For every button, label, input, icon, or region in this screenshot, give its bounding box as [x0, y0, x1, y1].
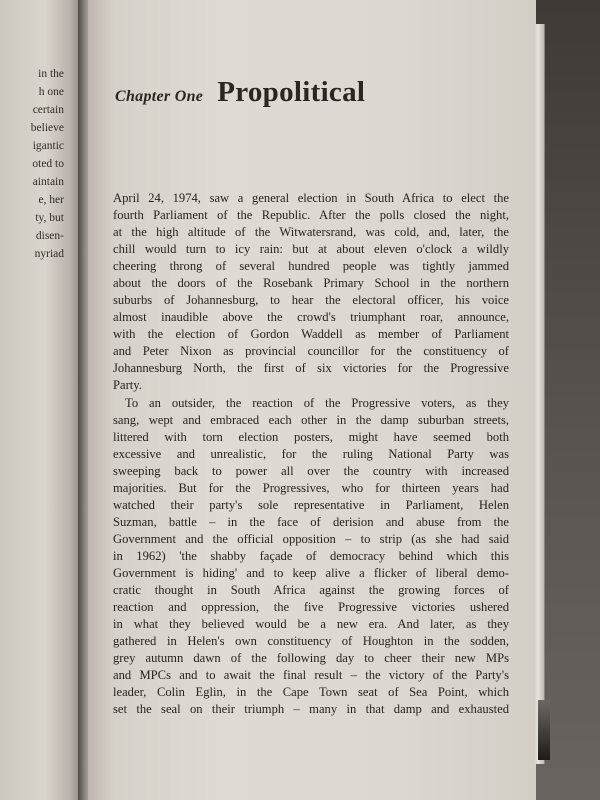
text-line: suburbs of Johannesburg, to hear the electoral officer, his voice — [113, 293, 509, 307]
page-edge — [534, 24, 545, 764]
text-line: at the high altitude of the Witwatersrand, was cold, and, later, the — [113, 225, 509, 239]
paragraph-1 — [113, 190, 509, 394]
text-line: majorities. But for the Progressives, who for thirteen years had — [113, 481, 509, 495]
chapter-label: Chapter One — [115, 88, 204, 105]
left-page-line: aintain — [32, 176, 64, 188]
text-line: chill would turn to icy rain: but at about eleven o'clock a wildly — [113, 242, 509, 256]
chapter-title: Propolitical — [217, 76, 366, 108]
text-line: Party. — [113, 378, 142, 392]
text-line: grey autumn dawn of the following day to cheer their new MPs — [113, 651, 509, 665]
text-line: and MPCs and to await the final result – the victory of the Party's — [113, 668, 509, 682]
text-line: Government and the official opposition – to strip (as she had said — [113, 532, 509, 546]
text-line: cheering throng of several hundred people was tightly jammed — [113, 259, 509, 273]
text-line: watched their party's sole representative in Parliament, Helen — [113, 498, 509, 512]
text-line: fourth Parliament of the Republic. After the polls closed the night, — [113, 208, 509, 222]
left-page-line: nyriad — [34, 248, 64, 260]
left-page-line: e, her — [38, 194, 64, 206]
left-page-line: h one — [38, 86, 64, 98]
text-line: Suzman, battle – in the face of derision and abuse from the — [113, 515, 509, 529]
text-line: excessive and unrealistic, for the ruling National Party was — [113, 447, 509, 461]
left-page-line: ty, but — [35, 212, 64, 224]
body-text — [113, 190, 509, 718]
text-line: set the seal on their triumph – many in that damp and exhausted — [113, 702, 509, 716]
text-line: almost inaudible above the crowd's triumphant roar, announce, — [113, 310, 509, 324]
left-page — [0, 0, 82, 800]
left-page-line: disen- — [35, 230, 64, 242]
left-page-line: in the — [38, 68, 64, 80]
left-page-line: certain — [32, 104, 64, 116]
text-line: littered with torn election posters, might have seemed both — [113, 430, 509, 444]
text-line: April 24, 1974, saw a general election in South Africa to elect the — [113, 191, 509, 205]
text-line: sang, wept and embraced each other in the damp suburban streets, — [113, 413, 509, 427]
left-page-line: believe — [30, 122, 64, 134]
text-line: in what they believed would be a new era. And later, as they — [113, 617, 509, 631]
book-cover-edge — [538, 700, 550, 760]
text-line: gathered in Helen's own constituency of Houghton in the sodden, — [113, 634, 509, 648]
text-line: cratic thought in South Africa against the growing forces of — [113, 583, 509, 597]
paragraph-2 — [113, 395, 509, 718]
text-line: in 1962) 'the shabby façade of democracy behind which this — [113, 549, 509, 563]
text-line: reaction and oppression, the five Progressive victories ushered — [113, 600, 509, 614]
text-line: leader, Colin Eglin, in the Cape Town seat of Sea Point, which — [113, 685, 509, 699]
chapter-heading — [115, 72, 365, 109]
text-line: Johannesburg North, the first of six victories for the Progressive — [113, 361, 509, 375]
text-line: with the election of Gordon Waddell as member of Parliament — [113, 327, 509, 341]
text-line: and Peter Nixon as provincial councillor for the constituency of — [113, 344, 509, 358]
left-page-line: igantic — [32, 140, 64, 152]
text-line: about the doors of the Rosebank Primary School in the northern — [113, 276, 509, 290]
text-line: sweeping back to power all over the country with increased — [113, 464, 509, 478]
left-page-line: oted to — [32, 158, 64, 170]
text-line: Government is hiding' and to keep alive a flicker of liberal demo- — [113, 566, 509, 580]
text-line: To an outsider, the reaction of the Progressive voters, as they — [125, 396, 509, 410]
